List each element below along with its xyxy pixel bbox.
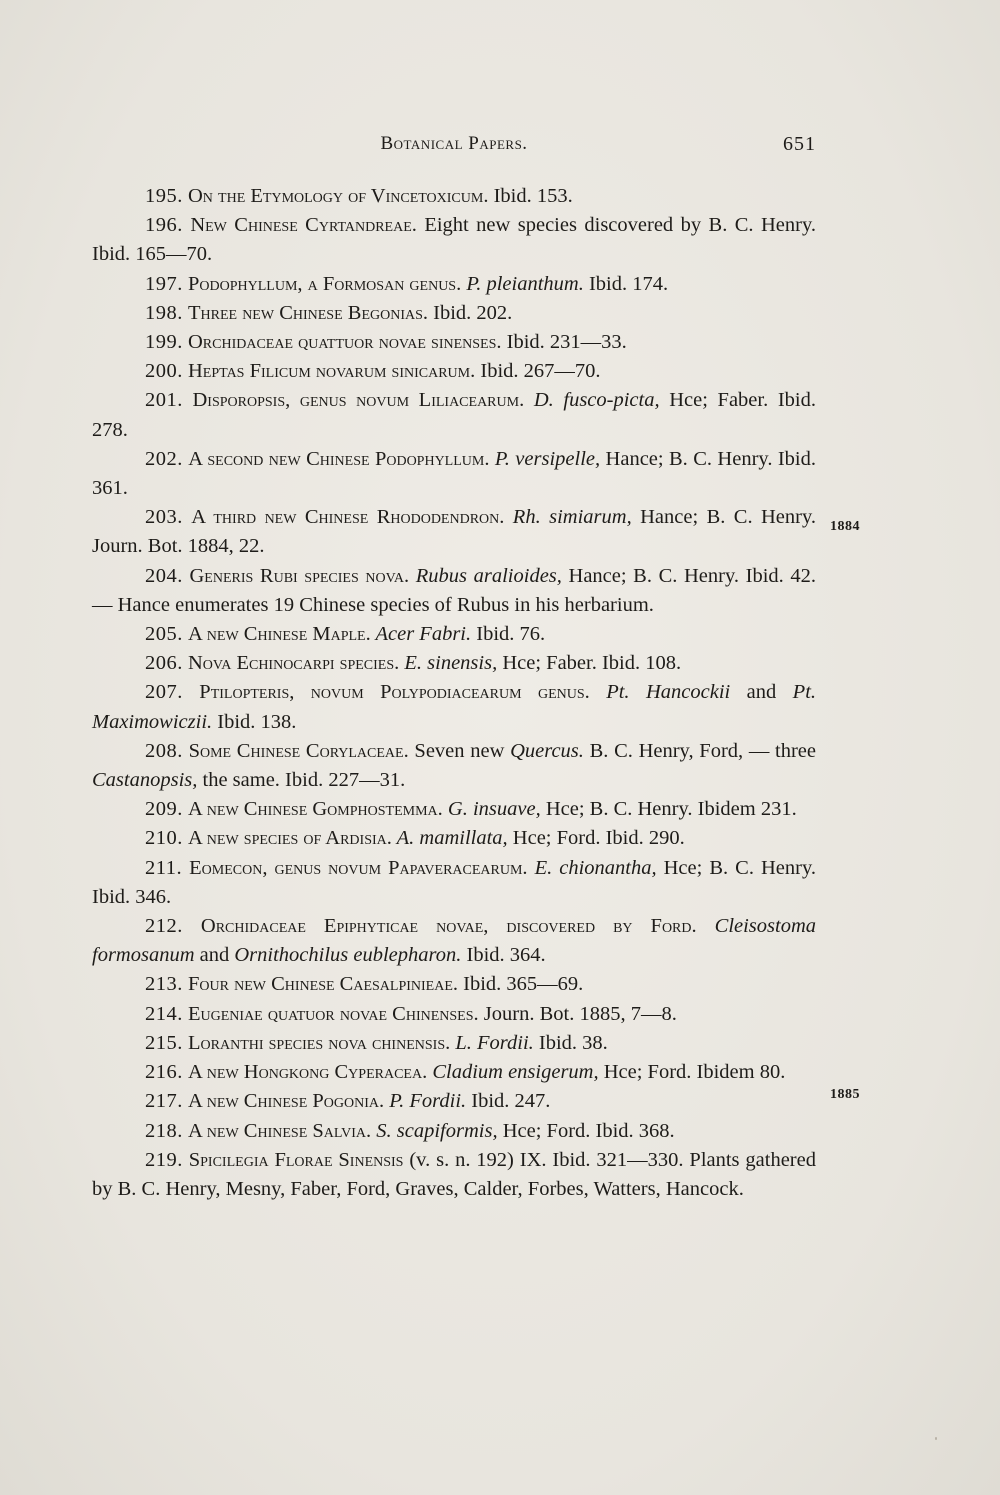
entry-title: Some Chinese Corylaceae.: [188, 739, 409, 762]
species-name: Quercus.: [510, 739, 584, 762]
entry-number: 217.: [145, 1090, 183, 1113]
entry-title: Disporopsis, genus novum Liliacearum.: [192, 389, 525, 412]
species-name: Acer Fabri.: [370, 623, 472, 646]
species-name: S. scapiformis,: [371, 1119, 498, 1142]
entry-title: Podophyllum, a Formosan genus.: [188, 272, 462, 295]
bibliography-list: [92, 182, 816, 1204]
entry-citation: Ibid. 174.: [583, 272, 669, 295]
entry-number: 199.: [145, 331, 183, 354]
entry-connector: and: [730, 681, 793, 704]
entry-citation: Ibid. 153.: [488, 185, 573, 207]
entry-citation: Ibid. 365—69.: [458, 973, 584, 996]
entry-number: 208.: [145, 739, 183, 762]
page-header: [92, 133, 816, 163]
entry-number: 216.: [145, 1061, 183, 1084]
species-name: Rubus aralioides,: [409, 564, 562, 587]
paper-speck: [935, 1437, 937, 1440]
species-name: P. pleianthum.: [461, 272, 584, 295]
entry-208: [92, 737, 816, 795]
entry-title: On the Etymology of Vincetoxicum.: [188, 185, 489, 207]
entry-number: 218.: [145, 1119, 183, 1142]
entry-number: 207.: [145, 681, 183, 704]
entry-212: [92, 912, 816, 970]
entry-citation: Hce; Faber. Ibid. 278.: [92, 389, 816, 441]
entry-citation: Ibid. 247.: [466, 1090, 551, 1113]
entry-213: [92, 970, 816, 999]
entry-citation: (v. s. n. 192) IX. Ibid. 321—330. Plants gathered by B. C. Henry, Mesny, Faber, Ford, Graves, Calder, Forbes, Watters, Hancock.: [92, 1148, 816, 1200]
entry-number: 212.: [145, 915, 183, 938]
entry-title: A new Hongkong Cyperacea.: [188, 1061, 428, 1084]
entry-title: A new Chinese Maple.: [188, 623, 371, 646]
species-name: E. chionantha,: [527, 856, 657, 879]
entry-connector: B. C. Henry, Ford, — three: [583, 739, 817, 762]
entry-connector: and: [194, 944, 235, 967]
entry-citation: Hce; B. C. Henry. Ibid. 346.: [92, 856, 817, 908]
entry-title: Orchidaceae quattuor novae sinenses.: [188, 331, 502, 354]
entry-title: Ptilopteris, novum Polypodiacearum genus.: [199, 681, 590, 704]
entry-219: [92, 1146, 816, 1204]
entry-202: [92, 445, 816, 503]
entry-citation: Ibid. 138.: [212, 710, 297, 733]
entry-citation: Hce; Ford. Ibid. 290.: [507, 827, 685, 850]
entry-title: Three new Chinese Begonias.: [188, 301, 429, 324]
entry-title: A new Chinese Salvia.: [188, 1119, 372, 1142]
entry-citation: Ibid. 267—70.: [475, 360, 601, 383]
entry-citation: Ibid. 38.: [533, 1031, 608, 1054]
entry-206: [92, 649, 816, 678]
entry-207: [92, 678, 816, 736]
entry-215: [92, 1029, 816, 1058]
entry-title: Orchidaceae Epiphyticae novae, discovered by Ford.: [200, 915, 697, 938]
entry-title: Eomecon, genus novum Papaveracearum.: [189, 856, 528, 879]
entry-citation: Ibid. 231—33.: [501, 331, 627, 354]
entry-title: Eugeniae quatuor novae Chinenses.: [188, 1002, 479, 1025]
entry-citation: Hce; Ford. Ibid. 368.: [497, 1119, 675, 1142]
species-name: L. Fordii.: [450, 1031, 534, 1054]
entry-number: 202.: [145, 447, 183, 470]
entry-number: 200.: [145, 360, 183, 383]
entry-citation: Hance; B. C. Henry. Ibid. 361.: [92, 447, 816, 500]
entry-205: [92, 620, 816, 649]
entry-number: 196.: [145, 214, 183, 237]
entry-number: 211.: [145, 856, 183, 879]
entry-number: 195.: [145, 185, 183, 207]
running-head: Botanical Papers.: [380, 133, 528, 154]
entry-203: [92, 503, 816, 561]
entry-title: Spicilegia Florae Sinensis: [188, 1148, 404, 1171]
entry-title: Heptas Filicum novarum sinicarum.: [188, 360, 476, 383]
entry-title: Generis Rubi species nova.: [189, 564, 410, 587]
entry-204: [92, 562, 816, 620]
species-name: Pt. Maximowiczii.: [92, 681, 817, 733]
species-name: A. mamillata,: [391, 827, 508, 850]
species-name: Ornithochilus eublepharon.: [234, 944, 462, 967]
species-name: D. fusco-picta,: [524, 389, 660, 412]
entry-198: [92, 299, 816, 328]
entry-214: [92, 1000, 816, 1029]
entry-217: [92, 1087, 816, 1116]
entry-title: New Chinese Cyrtandreae.: [190, 214, 417, 237]
entry-citation: Journ. Bot. 1885, 7—8.: [478, 1002, 677, 1025]
entry-citation: Hance; B. C. Henry. Journ. Bot. 1884, 22.: [92, 506, 817, 558]
species-name: Cleisostoma formosanum: [92, 915, 817, 967]
species-name: E. sinensis,: [399, 652, 498, 675]
entry-citation: Ibid. 76.: [471, 623, 546, 646]
entry-citation: Hce; Faber. Ibid. 108.: [497, 652, 682, 675]
entry-citation: Ibid. 202.: [428, 301, 513, 324]
entry-connector: Seven new: [408, 739, 511, 762]
margin-year-note: 1884: [830, 519, 860, 534]
entry-number: 214.: [145, 1002, 183, 1025]
entry-title: A second new Chinese Podophyllum.: [188, 447, 490, 470]
entry-number: 206.: [145, 652, 183, 675]
entry-196: [92, 211, 816, 269]
entry-number: 215.: [145, 1031, 183, 1054]
entry-number: 205.: [145, 623, 183, 646]
species-name: Cladium ensigerum,: [427, 1061, 599, 1084]
entry-title: A new Chinese Gomphostemma.: [188, 798, 443, 821]
entry-209: [92, 795, 816, 824]
margin-year-note: 1885: [830, 1087, 860, 1102]
species-name: G. insuave,: [442, 798, 541, 821]
entry-number: 201.: [145, 389, 183, 412]
entry-number: 197.: [145, 272, 183, 295]
entry-number: 219.: [145, 1148, 183, 1171]
species-name: Castanopsis,: [92, 769, 198, 792]
entry-197: [92, 270, 816, 299]
entry-citation: Eight new species discovered by B. C. Henry. Ibid. 165—70.: [92, 214, 816, 266]
entry-number: 204.: [145, 564, 183, 587]
species-name: Rh. simiarum,: [504, 506, 632, 529]
entry-citation: Ibid. 364.: [461, 944, 546, 967]
page-number: 651: [783, 133, 816, 155]
entry-216: [92, 1058, 816, 1087]
entry-number: 203.: [145, 506, 183, 529]
species-name: P. Fordii.: [384, 1090, 467, 1113]
entry-201: [92, 386, 816, 444]
species-name: Pt. Hancockii: [589, 681, 731, 704]
entry-title: A new Chinese Pogonia.: [188, 1090, 385, 1113]
entry-200: [92, 357, 816, 386]
entry-195: [92, 182, 816, 211]
species-name: P. versipelle,: [489, 447, 601, 470]
entry-citation: Hce; B. C. Henry. Ibidem 231.: [540, 798, 797, 821]
entry-title: Loranthi species nova chinensis.: [188, 1031, 451, 1054]
entry-title: Nova Echinocarpi species.: [188, 652, 400, 675]
entry-title: A new species of Ardisia.: [188, 827, 392, 850]
entry-citation: Hance; B. C. Henry. Ibid. 42. — Hance enumerates 19 Chinese species of Rubus in his herbarium.: [92, 564, 817, 616]
entry-number: 209.: [145, 798, 183, 821]
entry-title: A third new Chinese Rhododendron.: [191, 506, 505, 529]
entry-number: 198.: [145, 301, 183, 324]
entry-number: 213.: [145, 973, 183, 996]
entry-218: [92, 1117, 816, 1146]
entry-199: [92, 328, 816, 357]
entry-210: [92, 824, 816, 853]
entry-title: Four new Chinese Caesalpinieae.: [188, 973, 458, 996]
entry-citation: Hce; Ford. Ibidem 80.: [598, 1061, 786, 1084]
entry-citation: the same. Ibid. 227—31.: [197, 769, 406, 792]
entry-number: 210.: [145, 827, 183, 850]
entry-211: [92, 854, 816, 912]
